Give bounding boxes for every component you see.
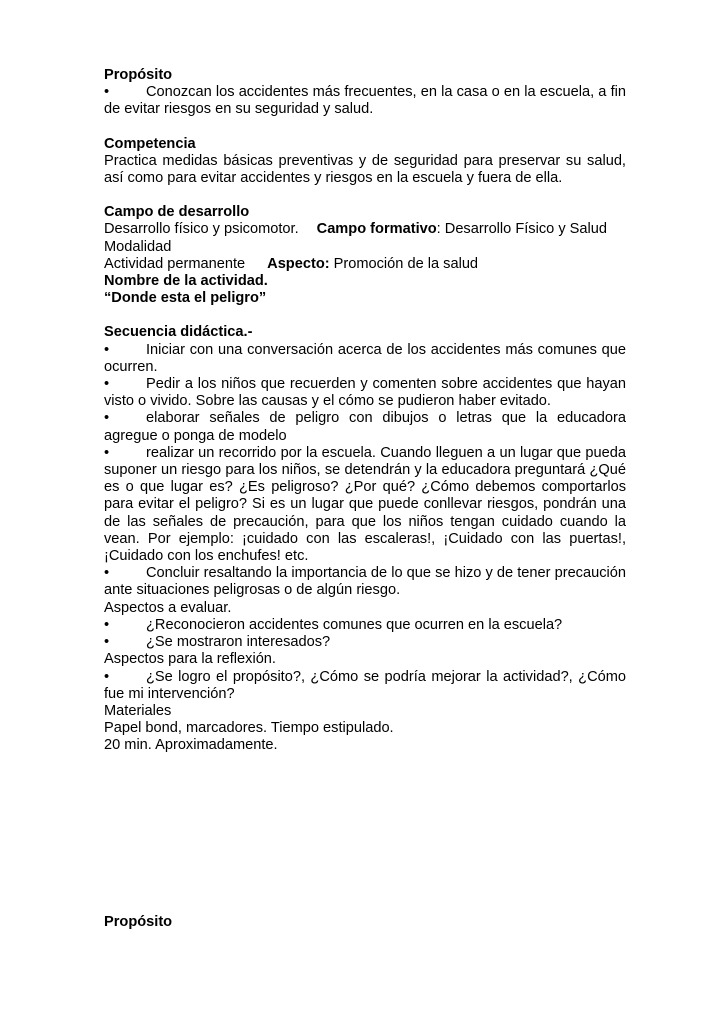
bullet: • <box>104 634 110 651</box>
campo-formativo-value: : Desarrollo Físico y Salud <box>436 221 607 238</box>
campo-heading: Campo de desarrollo <box>104 204 250 221</box>
bullet: • <box>104 84 110 101</box>
nombre-actividad-value: “Donde esta el peligro” <box>104 290 267 307</box>
footer-proposito-heading: Propósito <box>104 914 173 930</box>
list-item-text: realizar un recorrido por la escuela. Cuando lleguen a un lugar que pueda suponer un riesgo para los niños, se detendrán y la educadora preguntará ¿Qué es o que lugar es? ¿Es peligroso? ¿Por qué? ¿Cómo debemos comportarlos para evitar el peligro? Si es un lugar que puede conllevar riesgos, pondrán una de las señales de precaución, para que los niños tengan cuidado cuando la vean. Por ejemplo: ¡cuidado con las escaleras!, ¡Cuidado con las puertas!, ¡Cuidado con los enchufes! etc. <box>104 444 626 565</box>
document-page <box>104 67 626 755</box>
list-item-text: ¿Se logro el propósito?, ¿Cómo se podría mejorar la actividad?, ¿Cómo fue mi intervención? <box>104 668 626 702</box>
list-item-text: Pedir a los niños que recuerden y comenten sobre accidentes que hayan visto o vivido. Sobre las causas y el cómo se pudieron haber evitado. <box>104 376 626 410</box>
materiales-heading: Materiales <box>104 702 172 719</box>
bullet: • <box>104 616 110 633</box>
list-item <box>104 342 626 376</box>
nombre-actividad-label: Nombre de la actividad. <box>104 273 268 290</box>
list-item <box>104 669 626 703</box>
bullet: • <box>104 565 110 582</box>
bullet: • <box>104 341 110 358</box>
competencia-heading: Competencia <box>104 135 196 152</box>
campo-desarrollo: Desarrollo físico y psicomotor. <box>104 221 299 238</box>
list-item-text: Iniciar con una conversación acerca de los accidentes más comunes que ocurren. <box>104 341 626 375</box>
proposito-item <box>104 84 626 118</box>
list-item-text: elaborar señales de peligro con dibujos o letras que la educadora agregue o ponga de modelo <box>104 410 626 444</box>
evaluar-heading: Aspectos a evaluar. <box>104 599 232 616</box>
list-item-text: Concluir resaltando la importancia de lo que se hizo y de tener precaución ante situaciones peligrosas o de algún riesgo. <box>104 565 626 599</box>
list-item-text: ¿Reconocieron accidentes comunes que ocurren en la escuela? <box>146 616 563 633</box>
bullet: • <box>104 668 110 685</box>
modalidad-value: Actividad permanente <box>104 255 246 272</box>
competencia-text: Practica medidas básicas preventivas y de seguridad para preservar su salud, así como para evitar accidentes y riesgos en la escuela y fuera de ella. <box>104 152 626 187</box>
modalidad-label: Modalidad <box>104 238 172 255</box>
list-item <box>104 410 626 444</box>
list-item <box>104 565 626 599</box>
bullet: • <box>104 444 110 461</box>
secuencia-heading: Secuencia didáctica.- <box>104 324 253 341</box>
tiempo-text: 20 min. Aproximadamente. <box>104 737 278 754</box>
list-item-text: ¿Se mostraron interesados? <box>146 634 331 651</box>
campo-line <box>104 221 626 238</box>
bullet: • <box>104 376 110 393</box>
proposito-heading: Propósito <box>104 67 173 83</box>
materiales-text: Papel bond, marcadores. Tiempo estipulado. <box>104 720 394 737</box>
aspecto-label: Aspecto: <box>267 255 330 272</box>
list-item <box>104 376 626 410</box>
list-item <box>104 617 626 634</box>
reflexion-heading: Aspectos para la reflexión. <box>104 651 276 668</box>
modalidad-line <box>104 256 626 273</box>
proposito-text: Conozcan los accidentes más frecuentes, en la casa o en la escuela, a fin de evitar riesgos en su seguridad y salud. <box>104 84 626 118</box>
list-item <box>104 634 626 651</box>
list-item <box>104 445 626 565</box>
campo-formativo-label: Campo formativo <box>316 221 437 238</box>
aspecto-value: Promoción de la salud <box>329 255 479 272</box>
bullet: • <box>104 410 110 427</box>
